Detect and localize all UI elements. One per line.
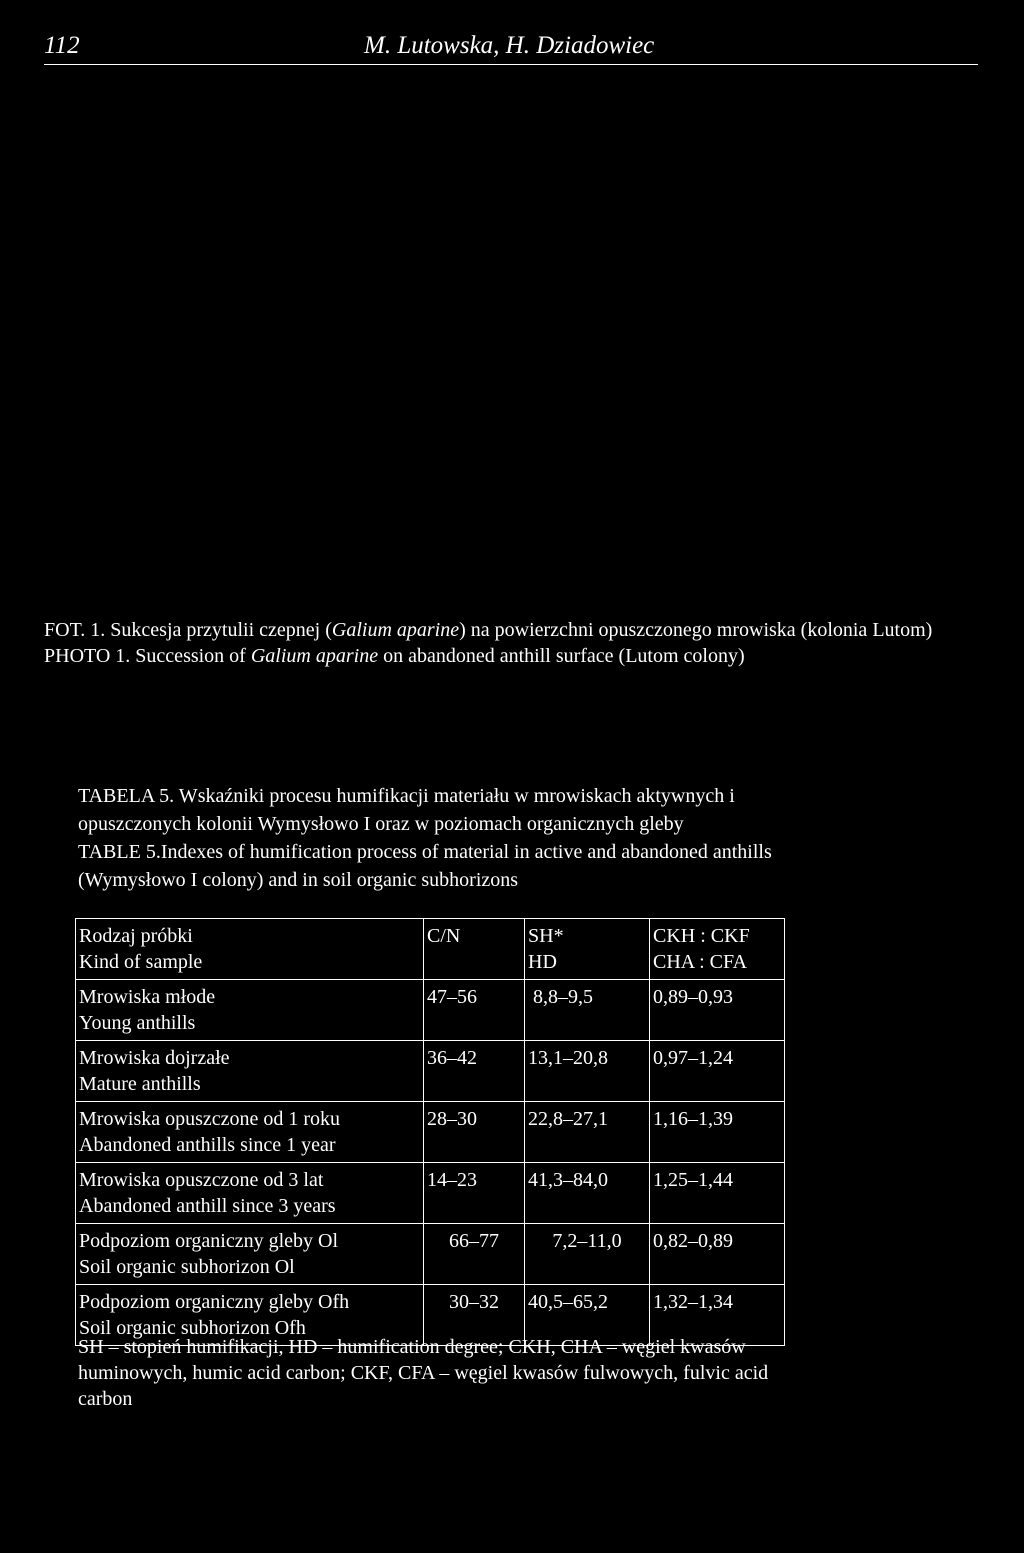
header-cn: C/N — [424, 919, 525, 980]
cell-ck: 1,25–1,44 — [650, 1163, 785, 1224]
cell-cn: 28–30 — [424, 1102, 525, 1163]
cell-sh: 41,3–84,0 — [525, 1163, 650, 1224]
humification-table — [75, 918, 785, 1346]
cell-kind: Podpoziom organiczny gleby Ofh Soil organic subhorizon Ofh — [76, 1285, 424, 1346]
cell-cn: 30–32 — [424, 1285, 525, 1346]
table-caption — [78, 782, 798, 894]
photo-caption-polish: FOT. 1. Sukcesja przytulii czepnej (Galium aparine) na powierzchni opuszczonego mrowiska (kolonia Lutom) — [44, 619, 933, 641]
table-header-row — [76, 919, 785, 980]
cell-sh: 8,8–9,5 — [525, 980, 650, 1041]
cell-cn: 66–77 — [424, 1224, 525, 1285]
cell-ck: 0,82–0,89 — [650, 1224, 785, 1285]
header-kind: Rodzaj próbki Kind of sample — [76, 919, 424, 980]
cell-sh: 7,2–11,0 — [525, 1224, 650, 1285]
table-row — [76, 980, 785, 1041]
photo-caption-english: PHOTO 1. Succession of Galium aparine on abandoned anthill surface (Lutom colony) — [44, 645, 745, 667]
footnote-text: SH – stopień humifikacji, HD – humification degree; CKH, CHA – węgiel kwasów huminowych, humic acid carbon; CKF, CFA – węgiel kwasów fulwowych, fulvic acid carbon — [78, 1336, 769, 1410]
cell-kind: Podpoziom organiczny gleby Ol Soil organic subhorizon Ol — [76, 1224, 424, 1285]
cell-kind: Mrowiska opuszczone od 1 roku Abandoned anthills since 1 year — [76, 1102, 424, 1163]
table-caption-english: TABLE 5.Indexes of humification process of material in active and abandoned anthills (Wymysłowo I colony) and in soil organic subhorizons — [78, 841, 772, 891]
page-number: 112 — [44, 32, 80, 59]
cell-kind: Mrowiska młode Young anthills — [76, 980, 424, 1041]
photo-caption — [44, 617, 984, 669]
cell-sh: 13,1–20,8 — [525, 1041, 650, 1102]
table-row — [76, 1041, 785, 1102]
header-ckh-ckf: CKH : CKF CHA : CFA — [650, 919, 785, 980]
cell-sh: 40,5–65,2 — [525, 1285, 650, 1346]
table-row — [76, 1102, 785, 1163]
cell-ck: 0,89–0,93 — [650, 980, 785, 1041]
species-name: Galium aparine — [331, 619, 460, 641]
cell-kind: Mrowiska opuszczone od 3 lat Abandoned anthill since 3 years — [76, 1163, 424, 1224]
cell-ck: 0,97–1,24 — [650, 1041, 785, 1102]
photo-placeholder — [44, 70, 978, 610]
table-row — [76, 1163, 785, 1224]
cell-kind: Mrowiska dojrzałe Mature anthills — [76, 1041, 424, 1102]
running-head-authors: M. Lutowska, H. Dziadowiec — [364, 32, 655, 59]
cell-ck: 1,16–1,39 — [650, 1102, 785, 1163]
cell-sh: 22,8–27,1 — [525, 1102, 650, 1163]
table-caption-polish: TABELA 5. Wskaźniki procesu humifikacji materiału w mrowiskach aktywnych i opuszczonych kolonii Wymysłowo I oraz w poziomach organicznych gleby — [78, 785, 735, 835]
cell-cn: 47–56 — [424, 980, 525, 1041]
cell-cn: 36–42 — [424, 1041, 525, 1102]
cell-ck: 1,32–1,34 — [650, 1285, 785, 1346]
table-footnote — [78, 1334, 798, 1412]
cell-cn: 14–23 — [424, 1163, 525, 1224]
species-name: Galium aparine — [250, 645, 379, 667]
running-head — [44, 30, 978, 65]
table-row — [76, 1224, 785, 1285]
header-sh: SH* HD — [525, 919, 650, 980]
